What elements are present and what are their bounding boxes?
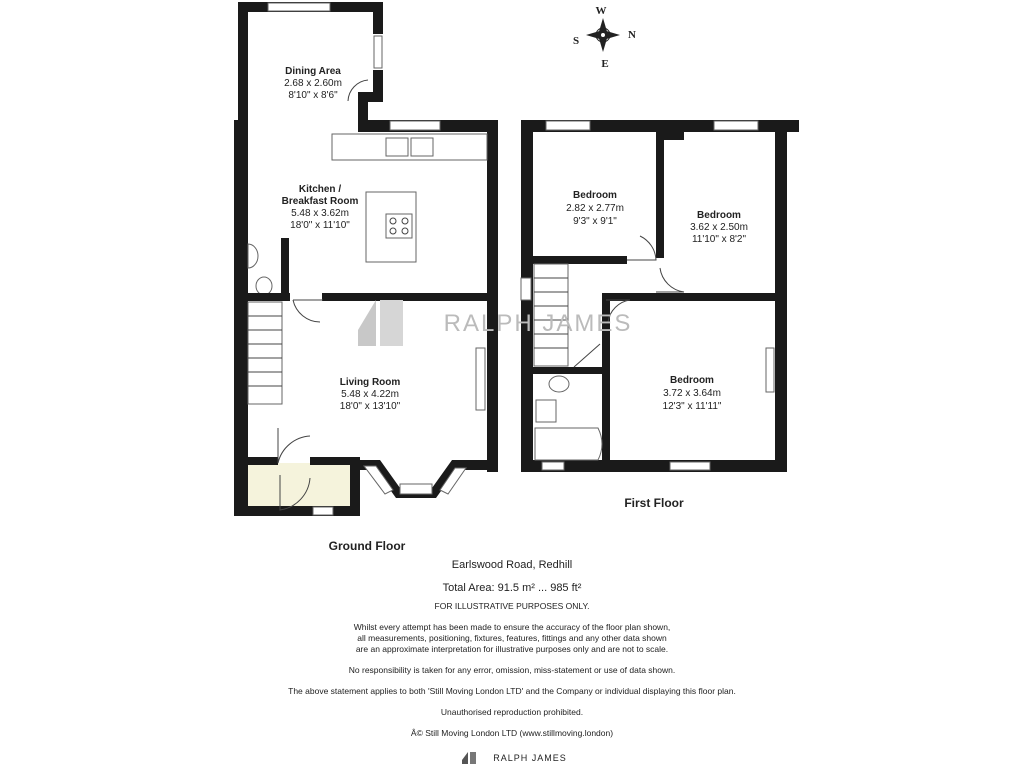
disclaimer-line-1: Whilst every attempt has been made to ensure the accuracy of the floor plan shown, [353,622,671,632]
first-floor-plan [521,120,799,472]
bedroom3-metric: 3.72 x 3.64m [663,388,721,399]
dining-name: Dining Area [285,66,341,77]
cloakroom-toilet [256,277,272,295]
bed1-door-swing [627,236,656,260]
internal-wall-kitchen-living [322,293,488,301]
hob [386,214,412,238]
cloakroom-basin [248,244,258,268]
porch-window [313,507,333,515]
bath-window [542,462,564,470]
bath-basin [536,400,556,422]
ground-wall-west [234,120,248,512]
compass-north: N [628,29,636,41]
watermark-text: RALPH JAMES [443,310,633,337]
dining-wall-west [238,2,248,122]
disclaimer-line-2: all measurements, positioning, fixtures, features, fittings and any other data shown [357,633,667,643]
total-area: Total Area: 91.5 m² ... 985 ft² [442,582,582,594]
dining-window-north [268,3,330,11]
living-metric: 5.48 x 4.22m [341,389,399,400]
ground-stairs [248,302,282,404]
compass [573,5,636,70]
bed2-window [714,121,758,130]
bedroom2-imperial: 11'10" x 8'2" [691,234,747,245]
porch-floor [248,463,358,510]
first-floor-title: First Floor [624,496,684,510]
bedroom3-imperial: 12'3" x 11'11" [662,401,722,412]
copyright-note: Â© Still Moving London LTD (www.stillmoving.london) [410,728,614,738]
kitchen-name-2: Breakfast Room [281,196,359,207]
dining-wall-east-top [373,2,383,34]
compass-east: E [601,58,609,70]
living-door-swing [293,300,323,322]
bedroom2-name: Bedroom [697,210,741,221]
stair-window [521,278,531,300]
sink-left [386,138,408,156]
wall-notch [656,128,684,140]
kitchen-metric: 5.48 x 3.62m [291,208,349,219]
compass-south: S [572,35,580,47]
statement-note: The above statement applies to both 'Still Moving London LTD' and the Company or individual displaying this floor plan. [288,686,736,696]
reproduction-note: Unauthorised reproduction prohibited. [440,707,584,717]
bed1-window [546,121,590,130]
ground-floor-title: Ground Floor [328,539,406,553]
disclaimer-line-3: are an approximate interpretation for illustrative purposes only and are not to scale. [355,644,669,654]
stair-box [248,302,282,404]
kitchen-imperial: 18'0" x 11'10" [290,220,350,231]
bedroom1-imperial: 9'3" x 9'1" [573,216,617,227]
bedroom1-metric: 2.82 x 2.77m [566,203,624,214]
bedroom2-metric: 3.62 x 2.50m [690,222,748,233]
illustrative-note: FOR ILLUSTRATIVE PURPOSES ONLY. [434,601,590,611]
living-name: Living Room [339,377,401,388]
compass-west: W [595,5,607,17]
footer-brand: RALPH JAMES [493,753,567,763]
bath-door-swing [574,344,600,367]
ground-wall-east [487,120,498,472]
living-window-east [476,348,485,410]
sink-right [411,138,433,156]
bed3-window-south [670,462,710,470]
bay-window-front [400,484,432,494]
bedroom1-name: Bedroom [573,190,617,201]
dining-imperial: 8'10" x 8'6" [288,90,338,101]
bathtub [535,428,602,460]
bedroom3-name: Bedroom [670,375,714,386]
wall-bed1-south [533,256,627,264]
wall-bed1-bed2 [656,128,664,258]
porch-wall-top [248,457,278,465]
kitchen-name-1: Kitchen / [298,184,342,195]
bed3-window [766,348,774,392]
internal-wall-hall [248,293,290,301]
bath-toilet [549,376,569,392]
dining-window-east [374,36,382,68]
dining-metric: 2.68 x 2.60m [284,78,342,89]
bed2-door-swing [656,268,684,292]
address: Earlswood Road, Redhill [451,559,573,571]
internal-wall-stair [281,238,289,300]
kitchen-counter [332,134,487,160]
wall-stair-bath [533,367,605,374]
living-imperial: 18'0" x 13'10" [339,401,401,412]
ground-floor-plan [234,2,498,516]
responsibility-note: No responsibility is taken for any error, omission, miss-statement or use of data shown. [348,665,676,675]
entrance-door-swing [278,428,310,463]
porch-wall-bottom [234,506,360,516]
kitchen-window [390,121,440,130]
